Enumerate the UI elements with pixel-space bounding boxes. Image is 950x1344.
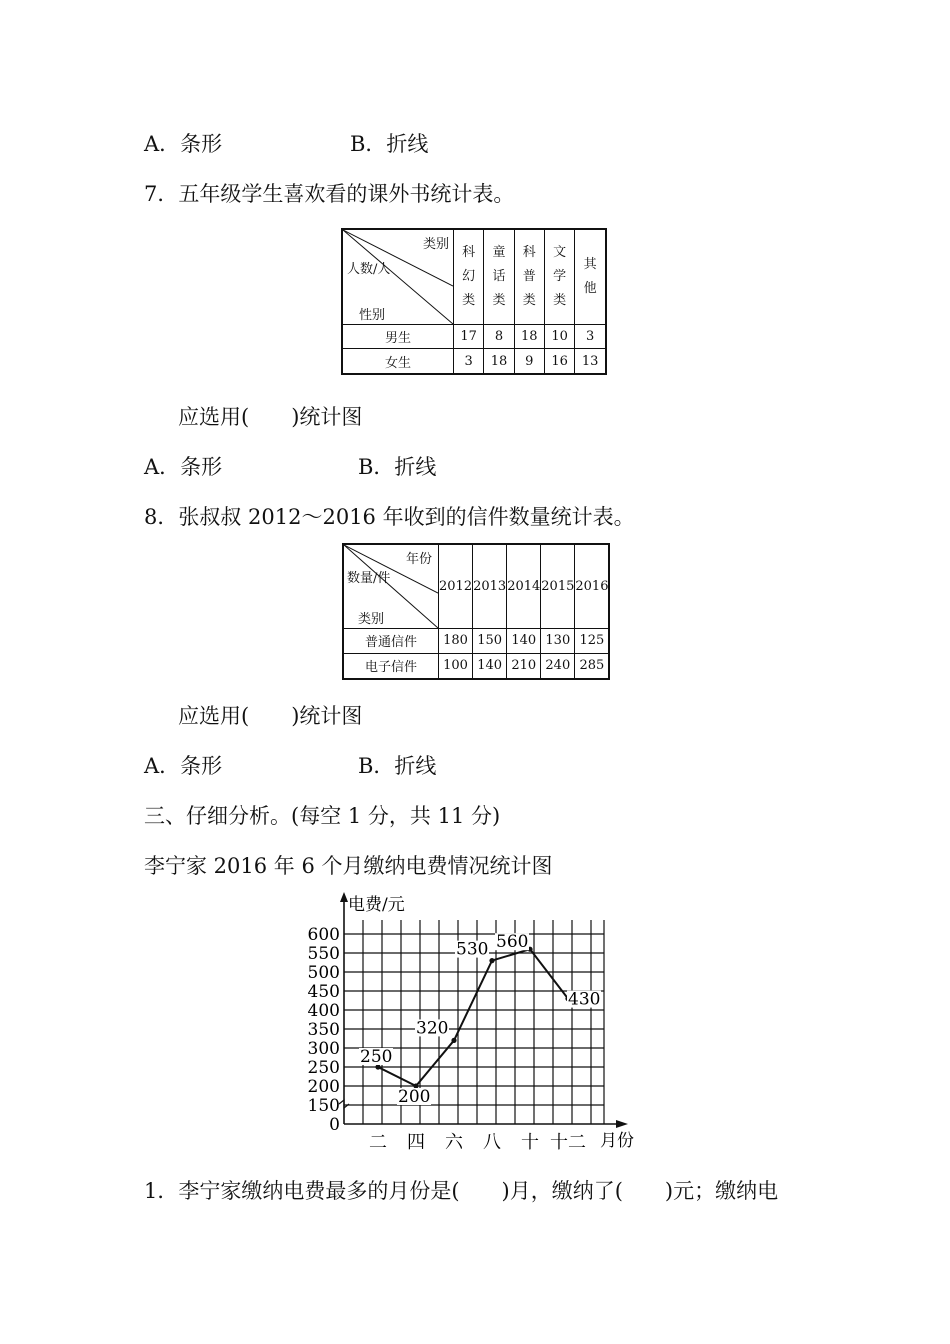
q8-col-header: 2016 [575,544,610,629]
table-row: 女生 3 18 9 16 13 [342,349,606,374]
data-label: 560 [496,932,529,953]
data-label: 320 [416,1018,449,1039]
q8-col-header: 2014 [507,544,541,629]
axis-break-mark [339,1100,349,1108]
q7-table [341,228,607,375]
q6-option-a: A．条形 [144,132,223,156]
x-axis-label: 月份 [600,1131,634,1151]
y-tick-label: 350 [307,1020,340,1040]
q7-col-header: 科 普 类 [514,229,544,325]
q7-option-a: A．条形 [144,455,223,479]
line-chart [300,888,650,1158]
x-axis-arrow [616,1120,628,1128]
q7-header-top: 类别 [422,237,449,252]
y-tick-label: 0 [329,1115,340,1135]
q6-option-b: B．折线 [350,132,429,156]
x-tick-label: 十二 [550,1132,586,1153]
q8-header-mid: 数量/件 [347,571,391,586]
q7-header-mid: 人数/人 [347,262,391,277]
table-row: 男生 17 8 18 10 3 [342,325,606,349]
chart-title: 李宁家 2016 年 6 个月缴纳电费情况统计图 [144,854,553,878]
q8-col-header: 2012 [439,544,473,629]
q8-col-header: 2015 [541,544,575,629]
q7-col-header: 文 学 类 [544,229,574,325]
data-label: 430 [568,989,601,1010]
y-tick-label: 200 [307,1077,340,1097]
q7-header-diagonal-cell [342,229,454,325]
data-point [451,1038,456,1043]
x-tick-label: 十 [521,1132,539,1153]
q8-header-bottom: 类别 [358,612,385,627]
data-point [489,958,494,963]
q8-header-diagonal-cell [343,544,439,629]
q8-header-top: 年份 [405,552,432,567]
q7-header-bottom: 性别 [359,308,386,323]
y-tick-label: 450 [307,982,340,1002]
data-label: 250 [360,1047,393,1067]
y-tick-label: 550 [307,944,340,964]
y-tick-label: 150 [307,1096,340,1116]
y-tick-label: 250 [307,1058,340,1078]
x-tick-label: 二 [369,1132,387,1153]
q8-col-header: 2013 [473,544,507,629]
x-tick-label: 四 [407,1132,425,1153]
x-tick-label: 六 [445,1132,463,1153]
q8-title: 8．张叔叔 2012～2016 年收到的信件数量统计表。 [144,505,635,529]
q7-col-header: 其 他 [575,229,606,325]
q8-table [342,543,610,680]
question-1: 1．李宁家缴纳电费最多的月份是( )月，缴纳了( )元；缴纳电 [144,1179,779,1203]
table-row: 普通信件 180 150 140 130 125 [343,629,609,654]
data-label: 200 [398,1087,431,1107]
data-label: 530 [456,939,489,960]
q7-option-b: B．折线 [358,455,437,479]
section3-title: 三、仔细分析。(每空 1 分，共 11 分) [144,804,501,828]
q8-option-b: B．折线 [358,754,437,778]
y-tick-label: 600 [307,925,340,945]
x-tick-label: 八 [483,1132,501,1153]
series-line [378,949,568,1086]
q7-prompt: 应选用( )统计图 [178,405,363,429]
y-axis-label: 电费/元 [348,895,405,915]
table-row: 电子信件 100 140 210 240 285 [343,653,609,679]
y-tick-label: 400 [307,1001,340,1021]
y-tick-label: 500 [307,963,340,983]
q7-title: 7．五年级学生喜欢看的课外书统计表。 [144,182,515,206]
q8-option-a: A．条形 [144,754,223,778]
y-axis-arrow [340,892,348,902]
q8-prompt: 应选用( )统计图 [178,704,363,728]
y-tick-label: 300 [307,1039,340,1059]
q7-col-header: 科 幻 类 [454,229,484,325]
q7-col-header: 童 话 类 [484,229,514,325]
